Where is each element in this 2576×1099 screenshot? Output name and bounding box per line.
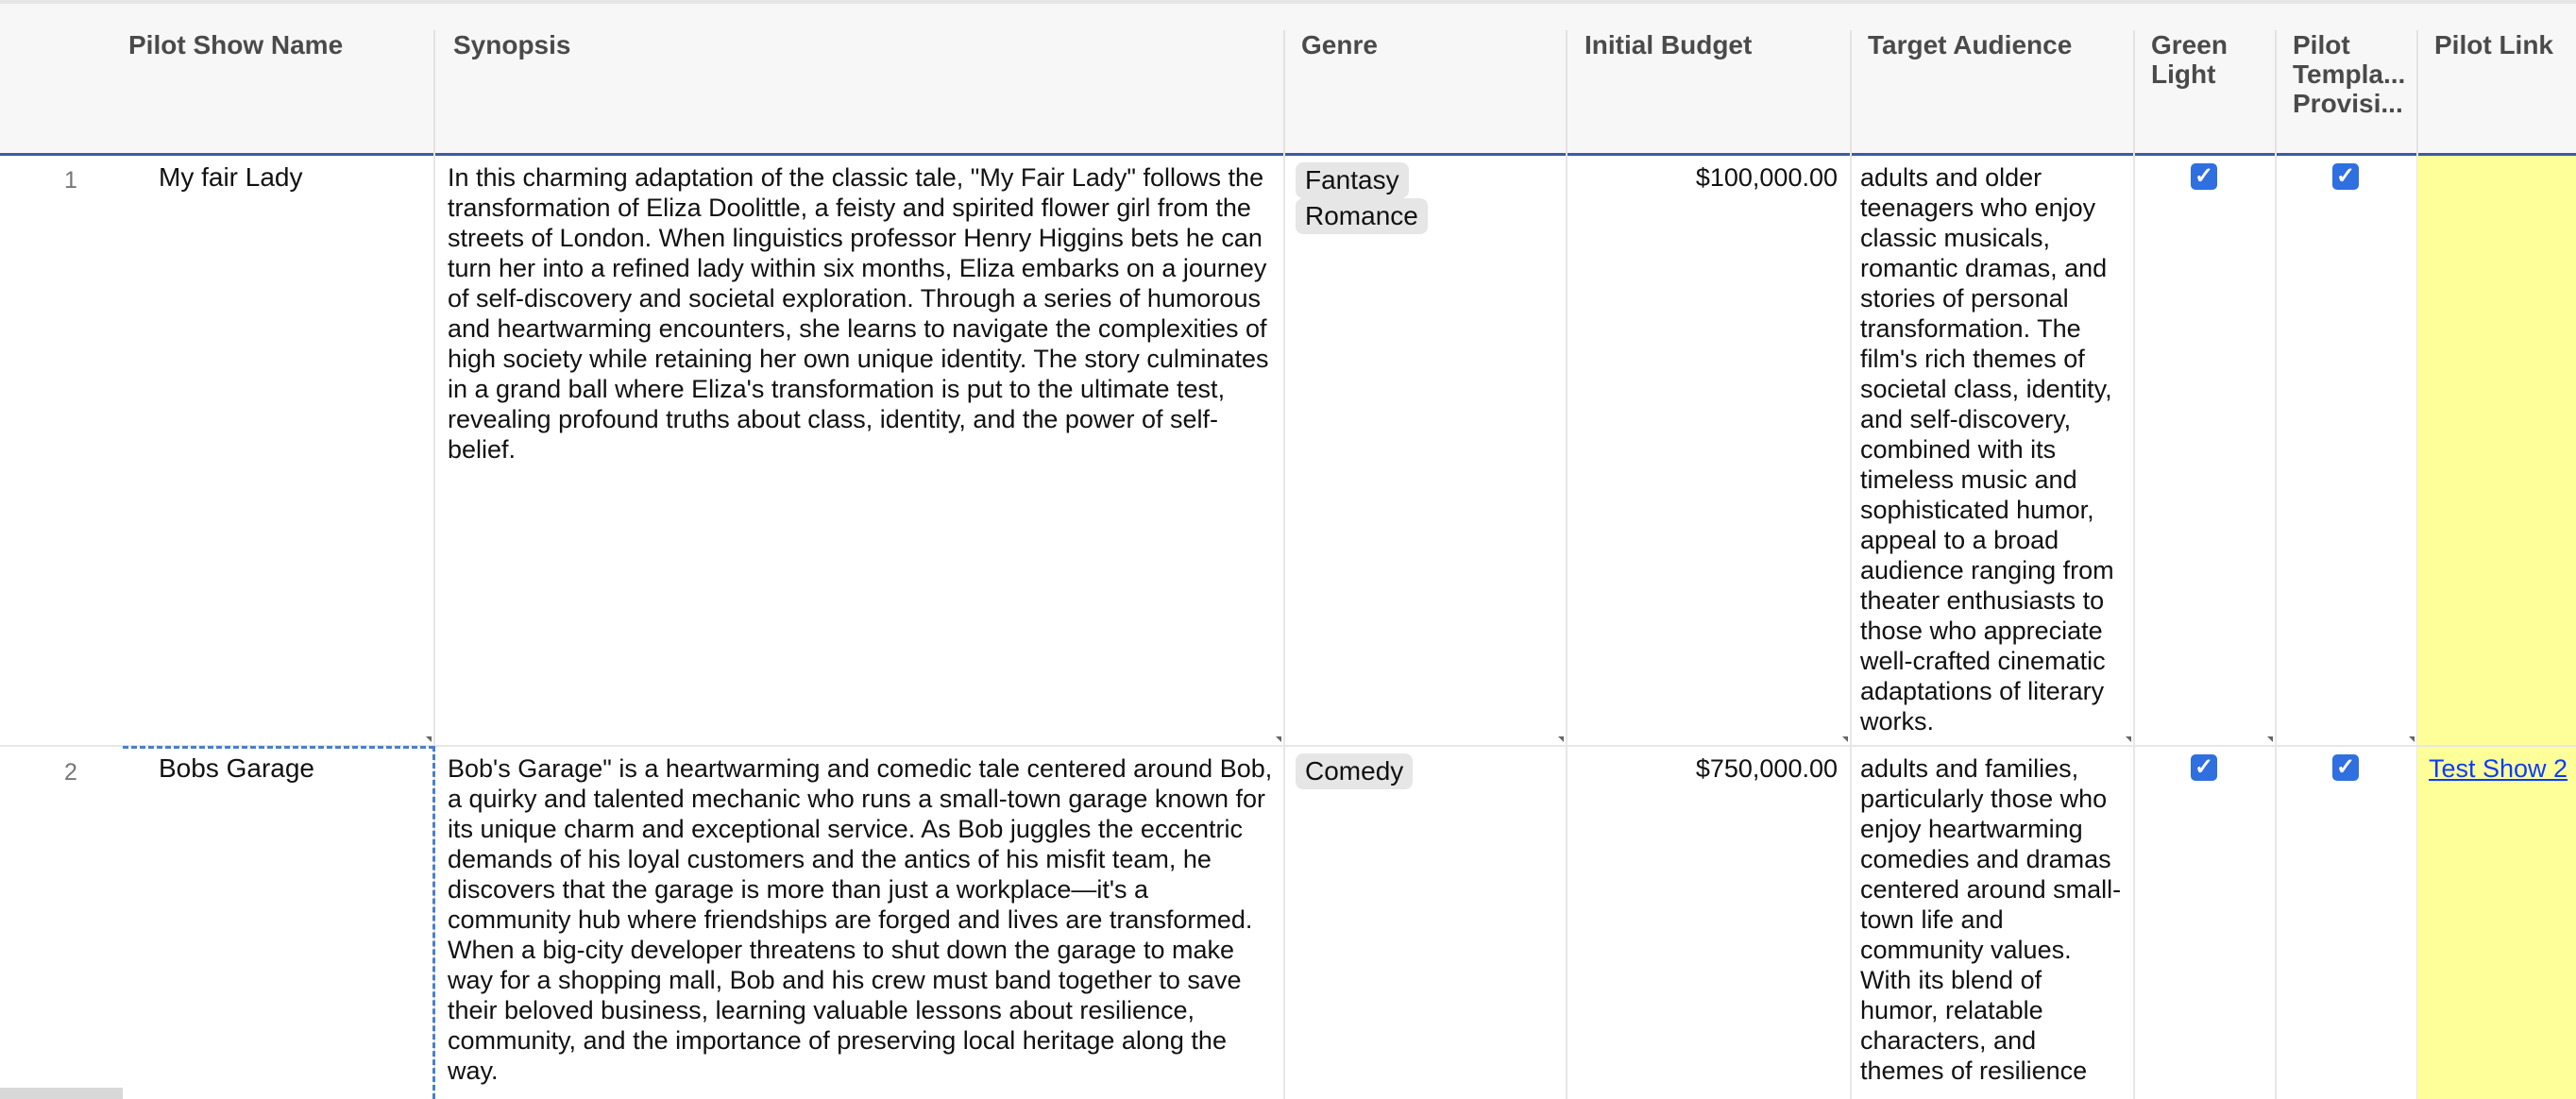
pilot-link[interactable]: Test Show 2	[2429, 754, 2568, 783]
green-light-checkbox[interactable]: ✓	[2191, 754, 2217, 781]
column-line	[1566, 153, 1568, 1099]
pilot-template-checkbox[interactable]: ✓	[2332, 163, 2359, 190]
target-audience-cell[interactable]: adults and families, particularly those who enjoy heartwarming comedies and dramas centered around small-town life and community values. With its blend of humor, relatable characters, and themes of resilience	[1860, 754, 2122, 1085]
genre-tag: Comedy	[1296, 753, 1413, 789]
selected-cell-border	[123, 746, 434, 749]
grid-header	[0, 4, 2576, 156]
synopsis-cell[interactable]: In this charming adaptation of the classic tale, "My Fair Lady" follows the transformation of Eliza Doolittle, a feisty and spirited flower girl from the streets of London. When linguistics professor Henry Higgins bets he can turn her into a refined lady within six months, Eliza embarks on a journey of self-discovery and societal exploration. Through a series of humorous and heartwarming encounters, she learns to navigate the complexities of high society while retaining her own unique identity. The story culminates in a grand ball where Eliza's transformation is put to the ultimate test, revealing profound truths about class, identity, and the power of self-belief.	[448, 163, 1269, 464]
genre-cell[interactable]	[1296, 753, 1560, 789]
header-pilot-link[interactable]: Pilot Link	[2434, 30, 2553, 59]
row-number: 2	[64, 759, 77, 786]
resize-handle[interactable]	[426, 736, 432, 742]
initial-budget-cell[interactable]: $100,000.00	[1695, 163, 1838, 192]
green-light-checkbox[interactable]: ✓	[2191, 163, 2217, 190]
header-initial-budget[interactable]: Initial Budget	[1585, 30, 1753, 59]
resize-handle[interactable]	[1558, 736, 1564, 742]
pilot-show-name-cell[interactable]: My fair Lady	[159, 162, 303, 192]
resize-handle[interactable]	[1276, 736, 1281, 742]
resize-handle[interactable]	[2267, 736, 2273, 742]
column-line	[1850, 153, 1852, 1099]
column-divider[interactable]	[433, 30, 435, 157]
pilot-template-checkbox[interactable]: ✓	[2332, 754, 2359, 781]
initial-budget-cell[interactable]: $750,000.00	[1695, 754, 1838, 783]
pilot-link-column-highlight	[2417, 156, 2576, 1099]
horizontal-scrollbar[interactable]	[0, 1088, 123, 1099]
synopsis-cell[interactable]: Bob's Garage" is a heartwarming and comedic tale centered around Bob, a quirky and talented mechanic who runs a small-town garage known for its unique charm and exceptional service. As Bob juggles the eccentric demands of his loyal customers and the antics of his misfit team, he discovers that the garage is more than just a workplace—it's a community hub where friendships are forged and lives are transformed. When a big-city developer threatens to shut down the garage to make way for a shopping mall, Bob and his crew must band together to save their beloved business, learning valuable lessons about resilience, community, and the importance of preserving local heritage along the way.	[448, 754, 1273, 1085]
genre-cell[interactable]	[1296, 162, 1560, 234]
genre-tag: Romance	[1296, 198, 1428, 234]
header-genre[interactable]: Genre	[1301, 30, 1378, 59]
pilot-link-cell[interactable]	[2429, 753, 2576, 784]
header-green-light[interactable]: Green Light	[2151, 30, 2228, 89]
selected-cell-border	[432, 746, 435, 1099]
row-number: 1	[64, 167, 77, 194]
header-pilot-template[interactable]: Pilot Templa... Provisi...	[2293, 30, 2406, 118]
genre-tag: Fantasy	[1296, 162, 1409, 198]
pilot-show-name-cell[interactable]: Bobs Garage	[159, 753, 314, 783]
header-pilot-show-name[interactable]: Pilot Show Name	[128, 30, 344, 59]
header-synopsis[interactable]: Synopsis	[453, 30, 571, 59]
resize-handle[interactable]	[2126, 736, 2131, 742]
resize-handle[interactable]	[2409, 736, 2415, 742]
column-line	[2275, 153, 2277, 1099]
header-target-audience[interactable]: Target Audience	[1868, 30, 2073, 59]
target-audience-cell[interactable]: adults and older teenagers who enjoy classic musicals, romantic dramas, and stories of personal transformation. The film's rich themes of societal class, identity, and self-discovery, combined with its timeless music and sophisticated humor, appeal to a broad audience ranging from theater enthusiasts to those who appreciate well-crafted cinematic adaptations of literary works.	[1860, 163, 2114, 735]
resize-handle[interactable]	[1842, 736, 1848, 742]
column-line	[2133, 153, 2135, 1099]
column-line	[1283, 153, 1285, 1099]
